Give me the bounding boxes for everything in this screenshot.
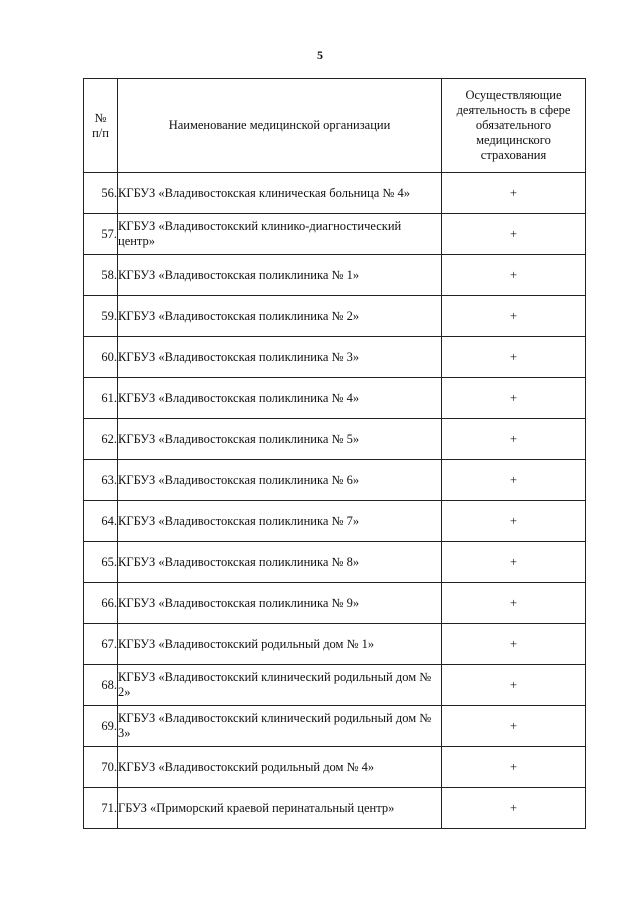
header-oms-activity: Осуществляющие деятельность в сфере обязательного медицинского страхования bbox=[442, 79, 586, 173]
row-number: 71. bbox=[84, 788, 118, 829]
oms-activity-mark: + bbox=[442, 337, 586, 378]
oms-activity-mark: + bbox=[442, 378, 586, 419]
row-number: 59. bbox=[84, 296, 118, 337]
table-header-row bbox=[84, 79, 586, 173]
table-row bbox=[84, 583, 586, 624]
table-row bbox=[84, 173, 586, 214]
row-number: 63. bbox=[84, 460, 118, 501]
header-number-label: № п/п bbox=[92, 110, 109, 140]
oms-activity-mark: + bbox=[442, 214, 586, 255]
oms-activity-mark: + bbox=[442, 460, 586, 501]
page-number: 5 bbox=[317, 48, 323, 62]
oms-activity-mark: + bbox=[442, 706, 586, 747]
table-row bbox=[84, 542, 586, 583]
table-row bbox=[84, 665, 586, 706]
organization-name: КГБУЗ «Владивостокская поликлиника № 7» bbox=[118, 501, 442, 542]
table-row bbox=[84, 501, 586, 542]
oms-activity-mark: + bbox=[442, 173, 586, 214]
oms-activity-mark: + bbox=[442, 255, 586, 296]
row-number: 65. bbox=[84, 542, 118, 583]
oms-activity-mark: + bbox=[442, 788, 586, 829]
header-organization-name: Наименование медицинской организации bbox=[118, 79, 442, 173]
table-row bbox=[84, 378, 586, 419]
organization-name: КГБУЗ «Владивостокская поликлиника № 1» bbox=[118, 255, 442, 296]
row-number: 69. bbox=[84, 706, 118, 747]
table-row bbox=[84, 214, 586, 255]
medical-organizations-table bbox=[83, 78, 586, 829]
oms-activity-mark: + bbox=[442, 583, 586, 624]
row-number: 57. bbox=[84, 214, 118, 255]
table-row bbox=[84, 296, 586, 337]
table-row bbox=[84, 419, 586, 460]
organization-name: КГБУЗ «Владивостокская поликлиника № 9» bbox=[118, 583, 442, 624]
organization-name: КГБУЗ «Владивостокский клинический родильный дом № 3» bbox=[118, 706, 442, 747]
oms-activity-mark: + bbox=[442, 624, 586, 665]
row-number: 60. bbox=[84, 337, 118, 378]
row-number: 62. bbox=[84, 419, 118, 460]
oms-activity-mark: + bbox=[442, 665, 586, 706]
table-row bbox=[84, 255, 586, 296]
oms-activity-mark: + bbox=[442, 419, 586, 460]
organization-name: ГБУЗ «Приморский краевой перинатальный центр» bbox=[118, 788, 442, 829]
organization-name: КГБУЗ «Владивостокская поликлиника № 6» bbox=[118, 460, 442, 501]
row-number: 68. bbox=[84, 665, 118, 706]
oms-activity-mark: + bbox=[442, 542, 586, 583]
row-number: 66. bbox=[84, 583, 118, 624]
organization-name: КГБУЗ «Владивостокская клиническая больница № 4» bbox=[118, 173, 442, 214]
table-row bbox=[84, 460, 586, 501]
table-row bbox=[84, 788, 586, 829]
organization-name: КГБУЗ «Владивостокская поликлиника № 2» bbox=[118, 296, 442, 337]
row-number: 56. bbox=[84, 173, 118, 214]
row-number: 61. bbox=[84, 378, 118, 419]
organization-name: КГБУЗ «Владивостокский клинико-диагностический центр» bbox=[118, 214, 442, 255]
oms-activity-mark: + bbox=[442, 501, 586, 542]
table-row bbox=[84, 337, 586, 378]
oms-activity-mark: + bbox=[442, 747, 586, 788]
row-number: 64. bbox=[84, 501, 118, 542]
organization-name: КГБУЗ «Владивостокская поликлиника № 3» bbox=[118, 337, 442, 378]
row-number: 58. bbox=[84, 255, 118, 296]
header-number bbox=[84, 79, 118, 173]
table-row bbox=[84, 624, 586, 665]
organization-name: КГБУЗ «Владивостокский родильный дом № 4» bbox=[118, 747, 442, 788]
organization-name: КГБУЗ «Владивостокский родильный дом № 1» bbox=[118, 624, 442, 665]
oms-activity-mark: + bbox=[442, 296, 586, 337]
organization-name: КГБУЗ «Владивостокская поликлиника № 4» bbox=[118, 378, 442, 419]
table-row bbox=[84, 706, 586, 747]
organization-name: КГБУЗ «Владивостокская поликлиника № 8» bbox=[118, 542, 442, 583]
row-number: 70. bbox=[84, 747, 118, 788]
organization-name: КГБУЗ «Владивостокский клинический родильный дом № 2» bbox=[118, 665, 442, 706]
table-row bbox=[84, 747, 586, 788]
row-number: 67. bbox=[84, 624, 118, 665]
organization-name: КГБУЗ «Владивостокская поликлиника № 5» bbox=[118, 419, 442, 460]
